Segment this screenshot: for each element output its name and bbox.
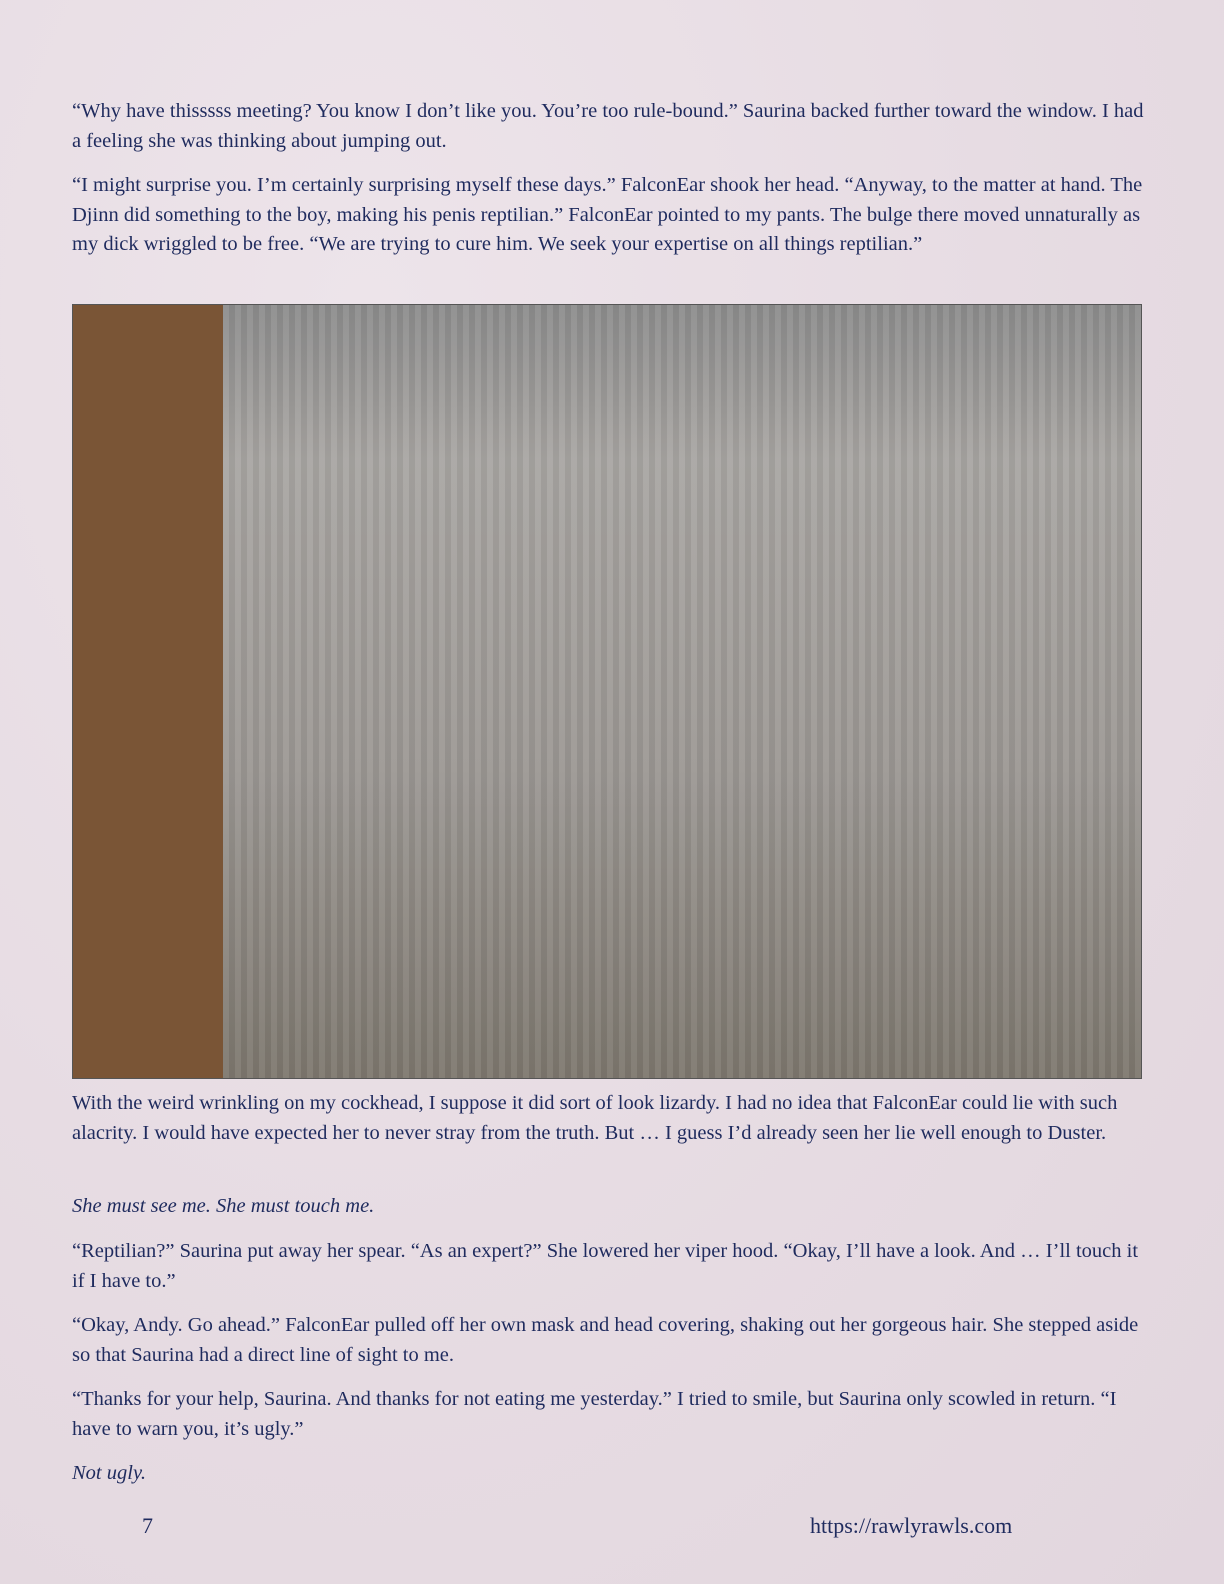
illustration-door — [73, 305, 223, 1078]
paragraph-italic: Not ugly. — [72, 1462, 147, 1484]
illustration-wallpaper — [73, 305, 1141, 1078]
paragraph: “Reptilian?” Saurina put away her spear. “As an expert?” She lowered her viper hood. “Okay, I’ll have a look. And … I’ll touch it if I have to.” — [72, 1240, 1139, 1292]
paragraph: “Thanks for your help, Saurina. And thanks for not eating me yesterday.” I tried to smile, but Saurina only scowled in return. “I have to warn you, it’s ugly.” — [72, 1388, 1117, 1440]
illustration — [72, 304, 1142, 1079]
paragraph-italic: She must see me. She must touch me. — [72, 1195, 375, 1217]
page-number: 7 — [142, 1513, 153, 1538]
footer-url[interactable]: https://rawlyrawls.com — [810, 1513, 1013, 1538]
paragraph: “I might surprise you. I’m certainly surprising myself these days.” FalconEar shook her head. “Anyway, to the matter at hand. The Djinn did something to the boy, making his penis reptilian.” FalconEar pointed to my pants. The bulge there moved unnaturally as my dick wriggled to be free. “We are trying to cure him. We seek your expertise on all things reptilian.” — [72, 174, 1143, 255]
paragraph: With the weird wrinkling on my cockhead, I suppose it did sort of look lizardy. I had no idea that FalconEar could lie with such alacrity. I would have expected her to never stray from the truth. But … I guess I’d already seen her lie well enough to Duster. — [72, 1092, 1118, 1144]
paragraph: “Okay, Andy. Go ahead.” FalconEar pulled off her own mask and head covering, shaking out her gorgeous hair. She stepped aside so that Saurina had a direct line of sight to me. — [72, 1314, 1139, 1366]
paragraph: “Why have thisssss meeting? You know I don’t like you. You’re too rule-bound.” Saurina backed further toward the window. I had a feeling she was thinking about jumping out. — [72, 100, 1144, 152]
